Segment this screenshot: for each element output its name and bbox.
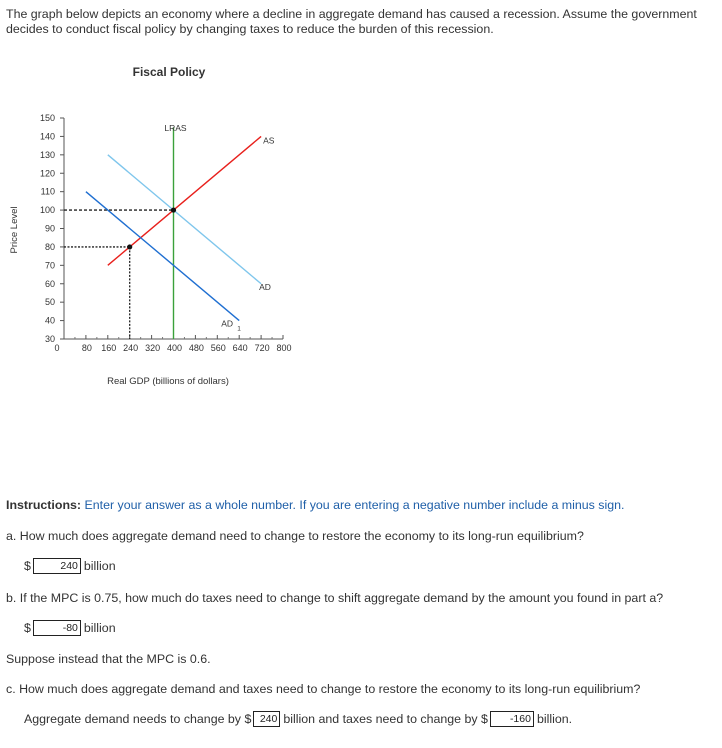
dollar-sign: $ bbox=[24, 621, 31, 635]
y-tick-label: 70 bbox=[44, 260, 55, 271]
y-tick-label: 30 bbox=[44, 334, 55, 344]
series-ad bbox=[108, 155, 261, 284]
instructions-text: Enter your answer as a whole number. If you are entering a negative number include a minus sign. bbox=[81, 498, 625, 512]
instructions bbox=[6, 498, 624, 512]
label-ad1-sub: 1 bbox=[237, 325, 241, 333]
answer-c-ad-input[interactable]: 240 bbox=[253, 711, 280, 727]
series-ad-1 bbox=[86, 192, 239, 321]
answer-a-input[interactable]: 240 bbox=[33, 558, 81, 574]
x-tick-label: 400 bbox=[166, 343, 183, 353]
x-tick-label: 160 bbox=[101, 343, 117, 353]
answer-c-middle: billion and taxes need to change by $ bbox=[283, 712, 488, 726]
y-tick-label: 100 bbox=[39, 205, 55, 216]
equilibrium-point bbox=[127, 244, 132, 249]
y-axis-label: Price Level bbox=[9, 206, 20, 254]
y-tick-label: 140 bbox=[39, 131, 55, 142]
y-tick-label: 90 bbox=[44, 223, 55, 234]
answer-c-row bbox=[24, 711, 572, 727]
dollar-sign: $ bbox=[24, 559, 31, 573]
question-c: c. How much does aggregate demand and taxes need to change to restore the economy to its long-run equilibrium? bbox=[6, 682, 641, 696]
x-tick-label: 480 bbox=[188, 343, 204, 353]
answer-c-tax-input[interactable]: -160 bbox=[490, 711, 534, 727]
y-tick-label: 80 bbox=[44, 241, 55, 252]
unit-label: billion bbox=[83, 621, 116, 635]
answer-a-row bbox=[24, 558, 116, 574]
x-tick-label: 720 bbox=[254, 343, 270, 353]
question-b: b. If the MPC is 0.75, how much do taxes need to change to shift aggregate demand by the amount you found in part a? bbox=[6, 591, 664, 605]
x-tick-label: 240 bbox=[123, 343, 139, 353]
y-tick-label: 50 bbox=[44, 297, 55, 308]
x-tick-label: 0 bbox=[54, 343, 60, 353]
suppose-text: Suppose instead that the MPC is 0.6. bbox=[6, 652, 211, 666]
intro-text: The graph below depicts an economy where a decline in aggregate demand has caused a recession. Assume the government decides to conduct fiscal policy by changing taxes to reduce the burden of this recession. bbox=[6, 7, 697, 36]
x-tick-label: 640 bbox=[232, 343, 248, 353]
label-ad: AD bbox=[259, 281, 271, 292]
y-tick-label: 110 bbox=[40, 186, 55, 197]
answer-b-input[interactable]: -80 bbox=[33, 620, 81, 636]
x-tick-label: 80 bbox=[81, 343, 92, 353]
x-tick-label: 320 bbox=[145, 343, 161, 353]
answer-b-row bbox=[24, 620, 116, 636]
equilibrium-point bbox=[171, 207, 176, 212]
fiscal-policy-chart bbox=[0, 60, 330, 400]
answer-c-prefix: Aggregate demand needs to change by $ bbox=[24, 712, 252, 726]
unit-label: billion bbox=[83, 559, 116, 573]
question-a: a. How much does aggregate demand need to change to restore the economy to its long-run equilibrium? bbox=[6, 529, 584, 543]
instructions-label: Instructions: bbox=[6, 498, 82, 512]
y-tick-label: 120 bbox=[39, 168, 55, 179]
chart-title: Fiscal Policy bbox=[132, 65, 206, 79]
chart-svg bbox=[0, 60, 330, 400]
x-axis-label: Real GDP (billions of dollars) bbox=[107, 376, 229, 387]
label-lras: LRAS bbox=[164, 123, 187, 134]
label-as: AS bbox=[263, 135, 275, 146]
y-tick-label: 130 bbox=[39, 149, 55, 160]
label-ad1: AD bbox=[221, 318, 234, 329]
y-tick-label: 40 bbox=[44, 315, 55, 326]
x-tick-label: 800 bbox=[276, 343, 292, 353]
y-tick-label: 60 bbox=[44, 278, 55, 289]
x-tick-label: 560 bbox=[210, 343, 226, 353]
y-tick-label: 150 bbox=[39, 113, 55, 123]
answer-c-suffix: billion. bbox=[536, 712, 573, 726]
